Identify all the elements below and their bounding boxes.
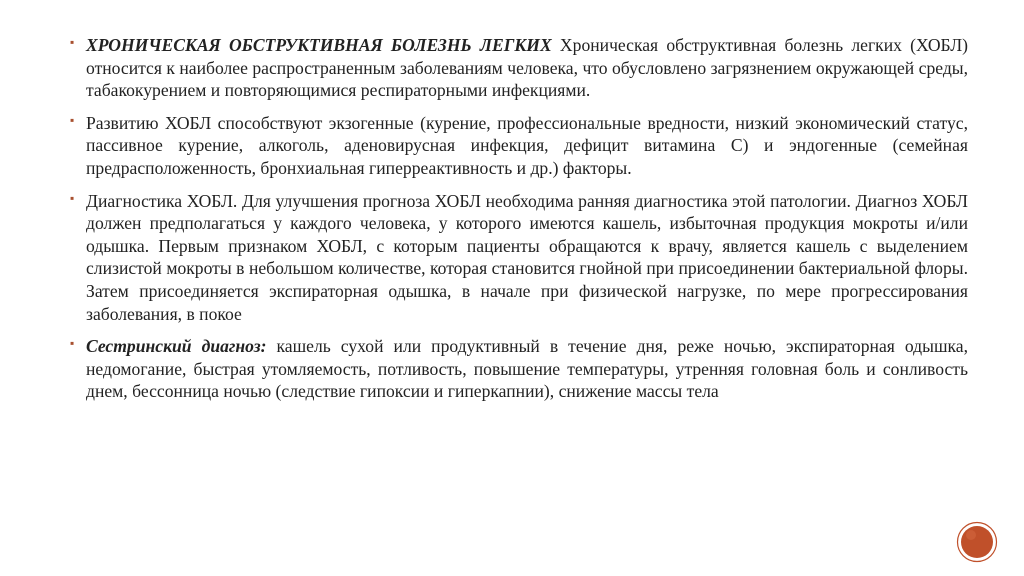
slide-content [68,34,968,413]
bullet-text: Развитию ХОБЛ способствуют экзогенные (курение, профессиональные вредности, низкий экономический статус, пассивное курение, алкоголь, аденовирусная инфекция, дефицит витамина С) и эндогенные (семейная предрасположенность, бронхиальная гиперреактивность и др.) факторы. [86,112,968,178]
bullet-text: кашель сухой или продуктивный в течение дня, реже ночью, экспираторная одышка, недомогание, быстрая утомляемость, потливость, повышение температуры, утренняя головная боль и сонливость днем, бессонница ночью (следствие гипоксии и гиперкапнии), снижение массы тела [86,336,968,402]
bullet-text: Хроническая обструктивная болезнь легких (ХОБЛ) относится к наиболее распространенным заболеваниям человека, что обусловлено загрязнением окружающей среды, табакокурением и повторяющимися респираторными инфекциями. [86,35,968,101]
square-bullet-icon: ▪ [70,190,75,205]
bullet-item-nursing-diagnosis [68,335,968,403]
square-bullet-icon: ▪ [70,35,75,49]
square-bullet-icon: ▪ [70,112,75,127]
bullet-text: Диагностика ХОБЛ. Для улучшения прогноза ХОБЛ необходима ранняя диагностика этой патологии. Диагноз ХОБЛ должен предполагаться у каждого человека, у которого имеются кашель, избыточная продукция мокроты и/или одышка. Первым признаком ХОБЛ, с которым пациенты обращаются к врачу, является кашель с выделением слизистой мокроты в небольшом количестве, которая становится гнойной при присоединении бактериальной флоры. Затем присоединяется экспираторная одышка, в начале при физической нагрузке, по мере прогрессирования заболевания, в покое [86,190,968,324]
bullet-item-diagnostics [68,190,968,326]
square-bullet-icon: ▪ [70,336,75,351]
bullet-lead: Сестринский диагноз: [86,336,267,357]
decorative-circle-icon [956,521,998,563]
bullet-item-copd-definition [68,34,968,102]
bullet-lead: ХРОНИЧЕСКАЯ ОБСТРУКТИВНАЯ БОЛЕЗНЬ ЛЕГКИХ [86,35,552,55]
bullet-item-risk-factors [68,112,968,180]
